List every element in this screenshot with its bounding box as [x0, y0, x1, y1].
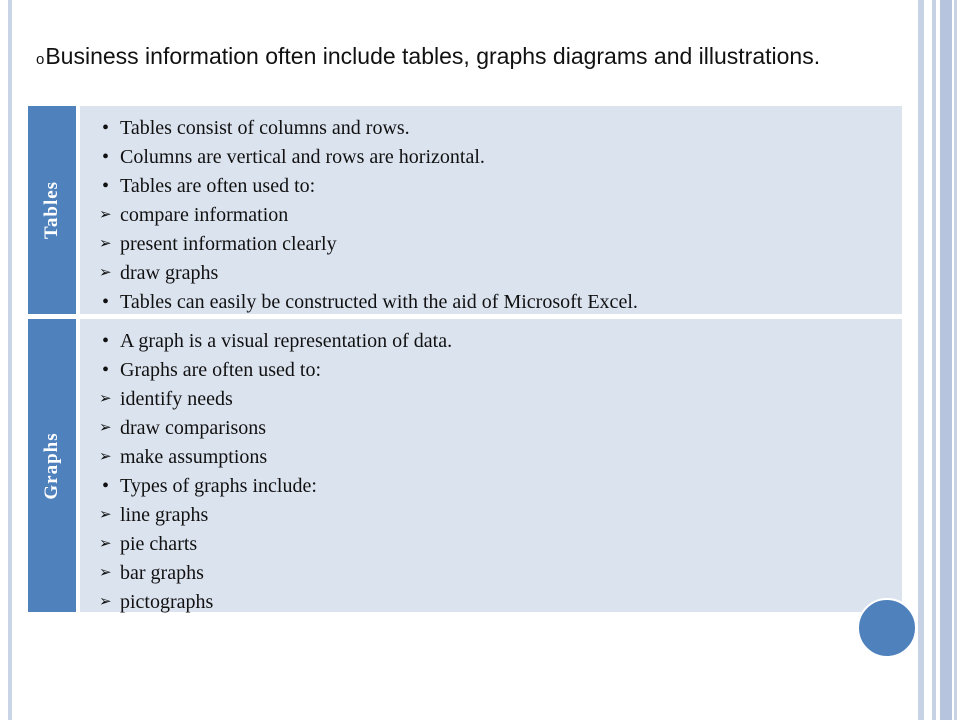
bullet-list	[80, 106, 902, 317]
arrow-bullet-icon: ➢	[99, 207, 112, 223]
list-item-text: Types of graphs include:	[120, 475, 317, 497]
section-side-tab	[28, 106, 76, 314]
arrow-bullet-icon: ➢	[99, 565, 112, 581]
list-item-text: draw comparisons	[120, 417, 267, 439]
list-item-text: bar graphs	[120, 562, 204, 584]
list-item	[80, 288, 902, 317]
sub-list-item	[80, 443, 902, 472]
arrow-bullet-icon: ➢	[99, 594, 112, 610]
arrow-bullet-icon: ➢	[99, 449, 112, 465]
sub-list-item	[80, 414, 902, 443]
arrow-bullet-icon: ➢	[99, 507, 112, 523]
list-item	[80, 356, 902, 385]
sub-list-item	[80, 501, 902, 530]
tables-section	[28, 106, 902, 314]
left-frame-bar	[8, 0, 12, 720]
section-content	[80, 106, 902, 314]
list-item-text: Graphs are often used to:	[120, 359, 322, 381]
list-item-text: draw graphs	[120, 262, 219, 284]
list-item-text: pictographs	[120, 591, 214, 613]
list-item	[80, 472, 902, 501]
bullet-icon: •	[102, 117, 110, 139]
sub-list-item	[80, 230, 902, 259]
bullet-icon: •	[102, 330, 110, 352]
list-item-text: pie charts	[120, 533, 198, 555]
sub-list-item	[80, 201, 902, 230]
section-content	[80, 319, 902, 612]
frame-stripe	[940, 0, 952, 720]
list-item-text: identify needs	[120, 388, 233, 410]
list-item-text: make assumptions	[120, 446, 268, 468]
arrow-bullet-icon: ➢	[99, 265, 112, 281]
list-item-text: Tables can easily be constructed with the aid of Microsoft Excel.	[120, 291, 638, 313]
arrow-bullet-icon: ➢	[99, 420, 112, 436]
arrow-bullet-icon: ➢	[99, 391, 112, 407]
list-item	[80, 143, 902, 172]
intro-text: Business information often include tables, graphs diagrams and illustrations.	[45, 43, 821, 69]
bullet-icon: •	[102, 475, 110, 497]
section-label: Graphs	[41, 431, 62, 500]
hollow-bullet-icon: o	[36, 51, 45, 68]
list-item-text: line graphs	[120, 504, 209, 526]
bullet-icon: •	[102, 359, 110, 381]
sub-list-item	[80, 385, 902, 414]
frame-stripe	[932, 0, 936, 720]
list-item-text: present information clearly	[120, 233, 337, 255]
decorative-circle	[857, 598, 917, 658]
list-item-text: A graph is a visual representation of data.	[120, 330, 453, 352]
sub-list-item	[80, 588, 902, 617]
intro-paragraph	[36, 42, 866, 74]
frame-stripe	[954, 0, 957, 720]
arrow-bullet-icon: ➢	[99, 536, 112, 552]
arrow-bullet-icon: ➢	[99, 236, 112, 252]
section-side-tab	[28, 319, 76, 612]
sub-list-item	[80, 559, 902, 588]
bullet-icon: •	[102, 175, 110, 197]
bullet-icon: •	[102, 146, 110, 168]
list-item-text: Columns are vertical and rows are horizontal.	[120, 146, 485, 168]
list-item-text: Tables are often used to:	[120, 175, 316, 197]
list-item-text: Tables consist of columns and rows.	[120, 117, 410, 139]
section-label: Tables	[41, 180, 62, 240]
sub-list-item	[80, 259, 902, 288]
sub-list-item	[80, 530, 902, 559]
list-item	[80, 114, 902, 143]
list-item	[80, 327, 902, 356]
right-frame-stripes	[918, 0, 960, 720]
bullet-icon: •	[102, 291, 110, 313]
graphs-section	[28, 319, 902, 612]
list-item-text: compare information	[120, 204, 289, 226]
list-item	[80, 172, 902, 201]
bullet-list	[80, 319, 902, 617]
frame-stripe	[918, 0, 924, 720]
